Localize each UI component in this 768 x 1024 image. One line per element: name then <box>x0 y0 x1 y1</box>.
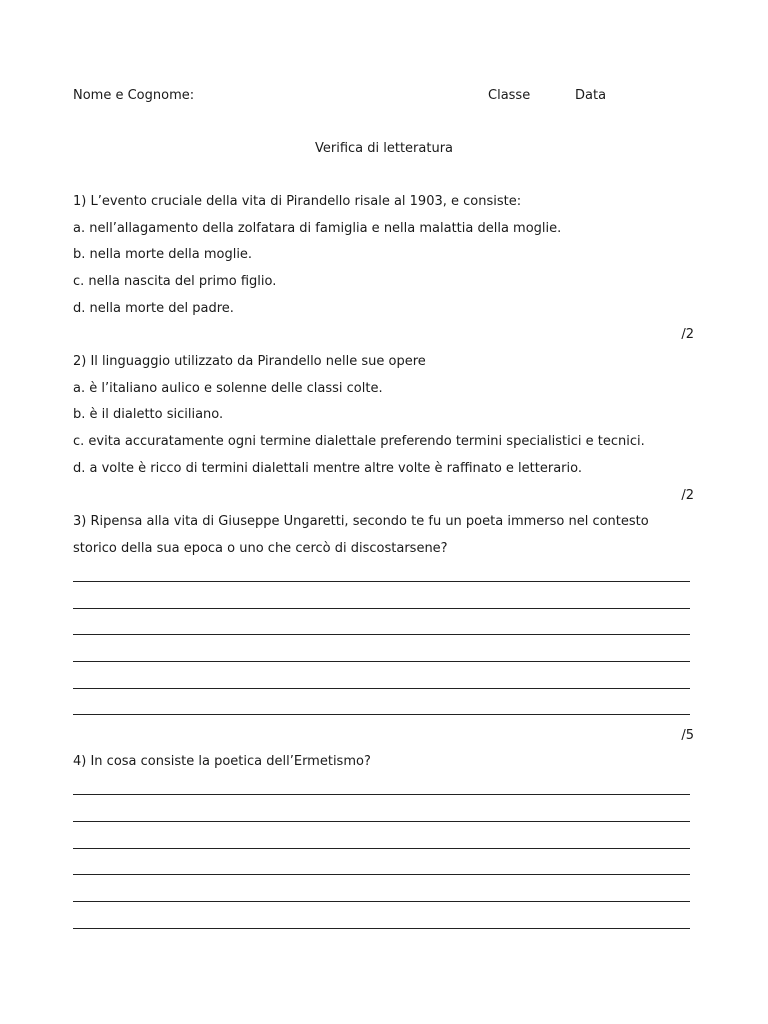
answer-line[interactable] <box>73 688 690 689</box>
answer-line[interactable] <box>73 794 690 795</box>
question-2-option-d: d. a volte è ricco di termini dialettali mentre altre volte è raffinato e letterario. <box>73 461 582 476</box>
name-label: Nome e Cognome: <box>73 88 195 103</box>
question-1-text: 1) L’evento cruciale della vita di Pirandello risale al 1903, e consiste: <box>73 194 522 209</box>
question-2-option-c: c. evita accuratamente ogni termine dialettale preferendo termini specialistici e tecnici. <box>73 434 645 449</box>
answer-line[interactable] <box>73 634 690 635</box>
answer-line[interactable] <box>73 581 690 582</box>
answer-line[interactable] <box>73 608 690 609</box>
answer-line[interactable] <box>73 661 690 662</box>
question-1-option-a: a. nell’allagamento della zolfatara di famiglia e nella malattia della moglie. <box>73 221 562 236</box>
question-1-score: /2 <box>681 327 694 342</box>
question-2-text: 2) Il linguaggio utilizzato da Pirandello nelle sue opere <box>73 354 426 369</box>
answer-line[interactable] <box>73 714 690 715</box>
answer-line[interactable] <box>73 848 690 849</box>
question-2-score: /2 <box>681 488 694 503</box>
question-4-text: 4) In cosa consiste la poetica dell’Ermetismo? <box>73 754 371 769</box>
question-1-option-d: d. nella morte del padre. <box>73 301 234 316</box>
answer-line[interactable] <box>73 821 690 822</box>
date-label: Data <box>575 88 607 103</box>
question-2-option-b: b. è il dialetto siciliano. <box>73 407 224 422</box>
question-3-score: /5 <box>681 728 694 743</box>
question-3-text-line-1: 3) Ripensa alla vita di Giuseppe Ungaretti, secondo te fu un poeta immerso nel contesto <box>73 514 649 529</box>
answer-line[interactable] <box>73 874 690 875</box>
class-label: Classe <box>488 88 531 103</box>
question-1-option-c: c. nella nascita del primo figlio. <box>73 274 277 289</box>
answer-line[interactable] <box>73 901 690 902</box>
question-1-option-b: b. nella morte della moglie. <box>73 247 253 262</box>
answer-line[interactable] <box>73 928 690 929</box>
question-2-option-a: a. è l’italiano aulico e solenne delle classi colte. <box>73 381 383 396</box>
question-3-text-line-2: storico della sua epoca o uno che cercò di discostarsene? <box>73 541 448 556</box>
page-title: Verifica di letteratura <box>314 141 454 156</box>
